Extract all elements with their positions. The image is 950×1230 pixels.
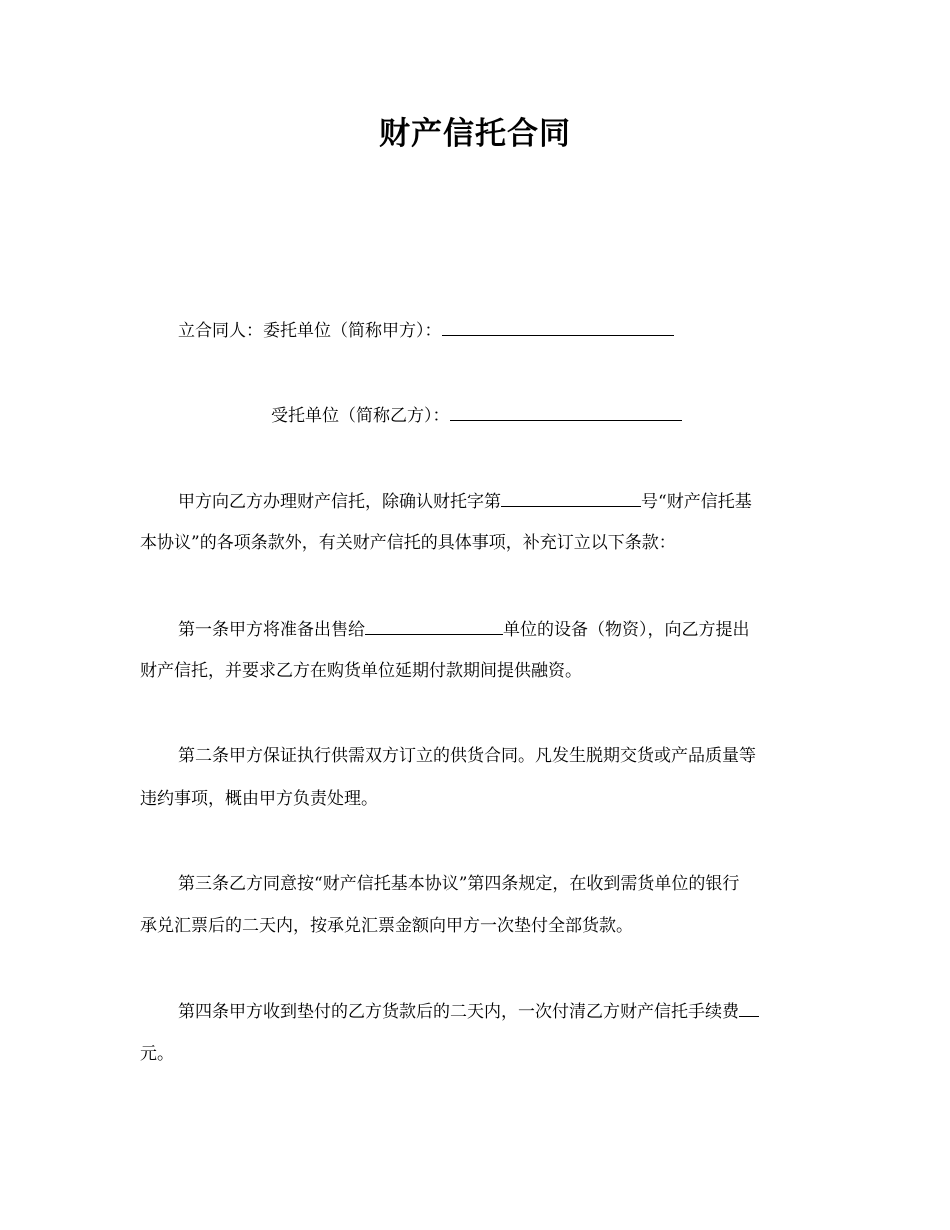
clause-1-text-before: 第一条甲方将准备出售给: [178, 620, 365, 640]
party-a-blank: [442, 318, 674, 336]
clause-1-line-1: [178, 617, 750, 642]
party-a-line: [178, 318, 674, 343]
agreement-number-blank: [501, 489, 641, 507]
clause-1-line-2: 财产信托，并要求乙方在购货单位延期付款期间提供融资。: [140, 661, 582, 681]
document-title: 财产信托合同: [379, 116, 571, 152]
clause-4-text: 第四条甲方收到垫付的乙方货款后的二天内，一次付清乙方财产信托手续费: [178, 1002, 739, 1022]
clause-2-line-1: 第二条甲方保证执行供需双方订立的供货合同。凡发生脱期交货或产品质量等: [178, 746, 756, 766]
intro-text-before: 甲方向乙方办理财产信托，除确认财托字第: [178, 492, 501, 512]
clause-1-text-after: 单位的设备（物资），向乙方提出: [503, 620, 750, 640]
clause-3-line-2: 承兑汇票后的二天内，按承兑汇票金额向甲方一次垫付全部货款。: [140, 916, 633, 936]
clause-3-line-1: 第三条乙方同意按“财产信托基本协议”第四条规定，在收到需货单位的银行: [178, 874, 740, 894]
clause-4-line-1: [178, 999, 759, 1024]
party-b-label: 受托单位（简称乙方）：: [271, 406, 450, 426]
intro-text-after: 号“财产信托基: [641, 492, 752, 512]
party-b-line: [271, 403, 682, 428]
intro-line-1: [178, 489, 752, 514]
buyer-unit-blank: [365, 617, 503, 635]
intro-line-2: 本协议”的各项条款外，有关财产信托的具体事项，补充订立以下条款：: [140, 533, 676, 553]
fee-amount-blank: [739, 999, 759, 1017]
party-a-label: 立合同人：委托单位（简称甲方）：: [178, 321, 442, 341]
clause-2-line-2: 违约事项，概由甲方负责处理。: [140, 789, 378, 809]
clause-4-line-2: 元。: [140, 1044, 174, 1064]
party-b-blank: [450, 403, 682, 421]
